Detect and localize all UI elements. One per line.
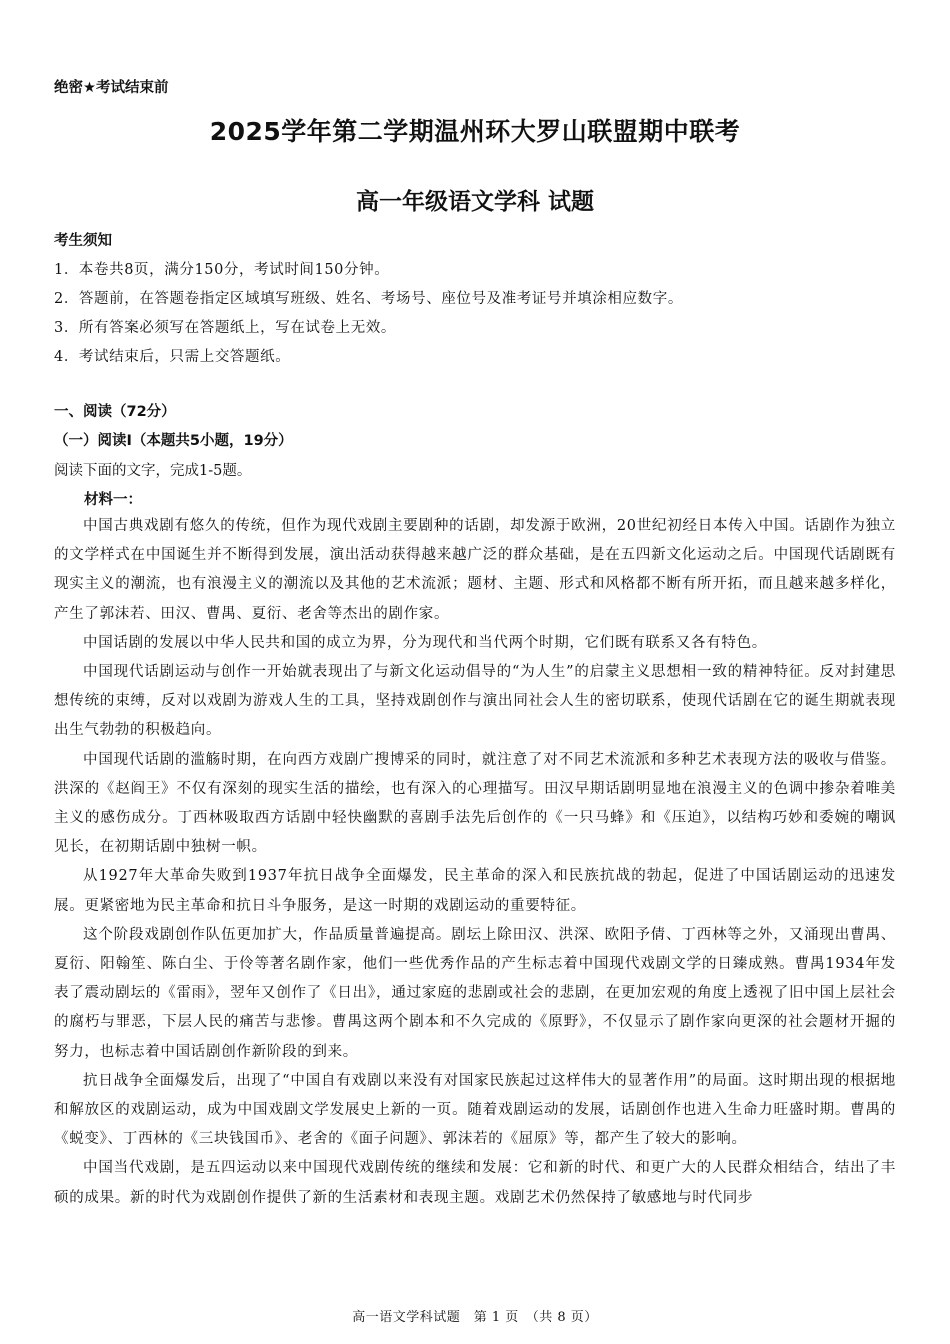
material-label: 材料一：: [84, 492, 142, 508]
paragraph: 中国当代戏剧，是五四运动以来中国现代戏剧传统的继续和发展：它和新的时代、和更广大的人民群众相结合，结出了丰硕的成果。新的时代为戏剧创作提供了新的生活素材和表现主题。戏剧艺术仍然保持了敏感地与时代同步: [54, 1160, 896, 1206]
exam-title: 2025学年第二学期温州环大罗山联盟期中联考: [209, 117, 741, 146]
reading-instruction: 阅读下面的文字，完成1-5题。: [54, 463, 252, 479]
section-heading: 一、阅读（72分）: [54, 404, 176, 420]
paragraph: 抗日战争全面爆发后，出现了“中国自有戏剧以来没有对国家民族起过这样伟大的显著作用”的局面。这时期出现的根据地和解放区的戏剧运动，成为中国戏剧文学发展史上新的一页。随着戏剧运动的发展，话剧创作也进入生命力旺盛时期。曹禺的《蜕变》、丁西林的《三块钱国币》、老舍的《面子问题》、郭沫若的《屈原》等，都产生了较大的影响。: [54, 1072, 896, 1148]
exam-subtitle: 高一年级语文学科 试题: [355, 189, 594, 215]
sub-section-heading: （一）阅读Ⅰ（本题共5小题，19分）: [54, 433, 293, 449]
paragraph: 中国古典戏剧有悠久的传统，但作为现代戏剧主要剧种的话剧，却发源于欧洲，20世纪初经日本传入中国。话剧作为独立的文学样式在中国诞生并不断得到发展，演出活动获得越来越广泛的群众基础，是在五四新文化运动之后。中国现代话剧既有现实主义的潮流，也有浪漫主义的潮流以及其他的艺术流派；题材、主题、形式和风格都不断有所开拓，而且越来越多样化，产生了郭沫若、田汉、曹禺、夏衍、老舍等杰出的剧作家。: [54, 518, 896, 622]
notice-heading: 考生须知: [54, 233, 112, 249]
paragraph: 中国话剧的发展以中华人民共和国的成立为界，分为现代和当代两个时期，它们既有联系又各有特色。: [83, 634, 767, 651]
notice-item: 4．考试结束后，只需上交答题纸。: [54, 349, 291, 365]
paragraph: 从1927年大革命失败到1937年抗日战争全面爆发，民主革命的深入和民族抗战的勃起，促进了中国话剧运动的迅速发展。更紧密地为民主革命和抗日斗争服务，是这一时期的戏剧运动的重要特征。: [54, 868, 896, 914]
notice-list: [54, 256, 683, 372]
secret-mark: 绝密★考试结束前: [54, 80, 169, 96]
paragraph: 中国现代话剧的滥觞时期，在向西方戏剧广搜博采的同时，就注意了对不同艺术流派和多种艺术表现方法的吸收与借鉴。洪深的《赵阎王》不仅有深刻的现实生活的描绘，也有深入的心理描写。田汉早期话剧明显地在浪漫主义的色调中掺杂着唯美主义的感伤成分。丁西林吸取西方话剧中轻快幽默的喜剧手法先后创作的《一只马蜂》和《压迫》，以结构巧妙和委婉的嘲讽见长，在初期话剧中独树一帜。: [54, 751, 896, 856]
paragraph: 中国现代话剧运动与创作一开始就表现出了与新文化运动倡导的“为人生”的启蒙主义思想相一致的精神特征。反对封建思想传统的束缚，反对以戏剧为游戏人生的工具，坚持戏剧创作与演出同社会人生的密切联系，使现代话剧在它的诞生期就表现出生气勃勃的积极趋向。: [54, 664, 896, 739]
notice-item: 1．本卷共8页，满分150分，考试时间150分钟。: [54, 262, 390, 278]
material-body: [54, 512, 896, 1213]
notice-item: 3．所有答案必须写在答题纸上，写在试卷上无效。: [54, 320, 397, 336]
page-footer: 高一语文学科试题 第 1 页 （共 8 页）: [352, 1310, 598, 1325]
notice-item: 2．答题前，在答题卷指定区域填写班级、姓名、考场号、座位号及准考证号并填涂相应数字。: [54, 291, 683, 307]
paragraph: 这个阶段戏剧创作队伍更加扩大，作品质量普遍提高。剧坛上除田汉、洪深、欧阳予倩、丁西林等之外，又涌现出曹禺、夏衍、阳翰笙、陈白尘、于伶等著名剧作家，他们一些优秀作品的产生标志着中国现代戏剧文学的日臻成熟。曹禺1934年发表了震动剧坛的《雷雨》，翌年又创作了《日出》，通过家庭的悲剧或社会的悲剧，在更加宏观的角度上透视了旧中国上层社会的腐朽与罪恶，下层人民的痛苦与悲惨。曹禺这两个剧本和不久完成的《原野》，不仅显示了剧作家向更深的社会题材开掘的努力，也标志着中国话剧创作新阶段的到来。: [54, 926, 896, 1060]
